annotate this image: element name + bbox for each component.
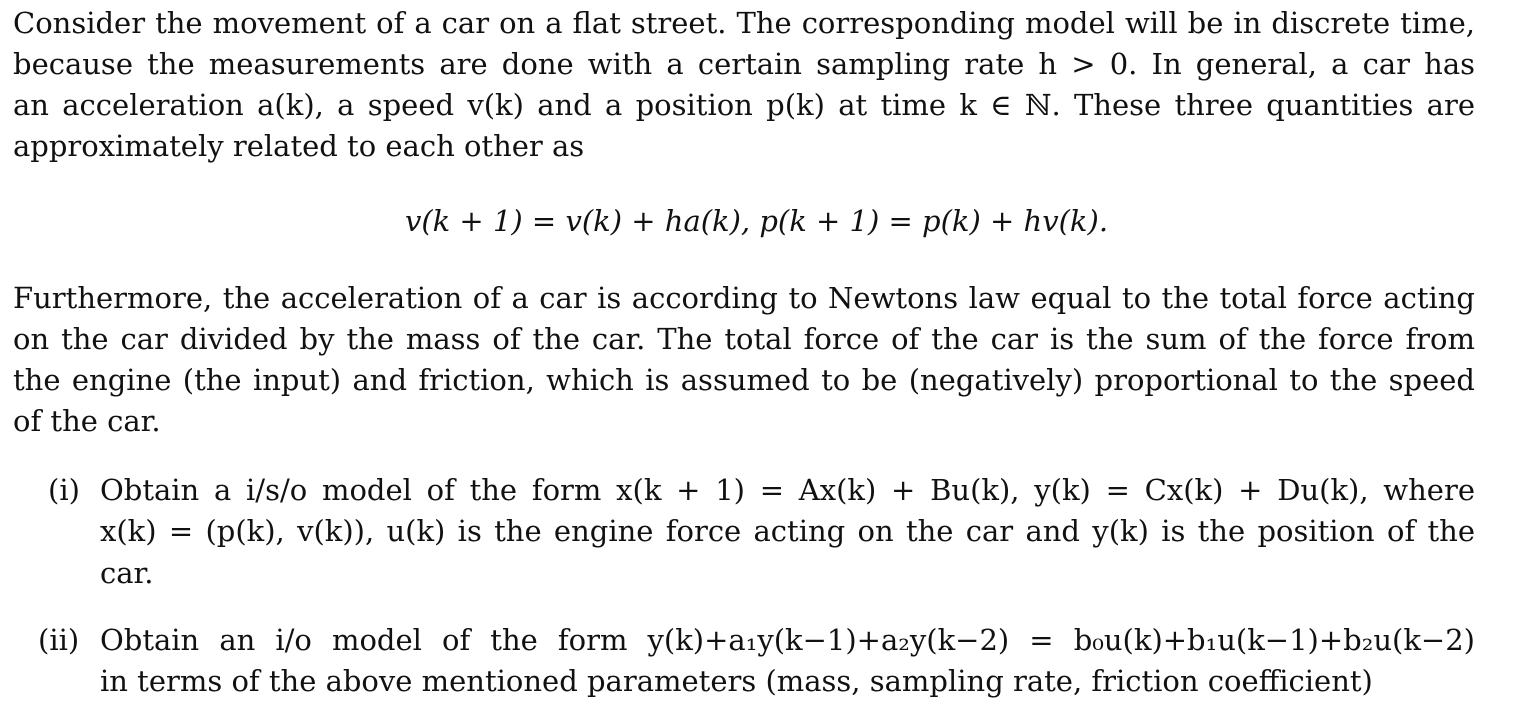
paragraph-2-line-1: Furthermore, the acceleration of a car is according to Newtons law equal to the total force acting (13, 281, 1475, 315)
paragraph-1-line-4: approximately related to each other as (13, 129, 585, 163)
item-i-line-2: x(k) = (p(k), v(k)), u(k) is the engine force acting on the car and y(k) is the position of the (100, 514, 1475, 548)
paragraph-1-line-2: because the measurements are done with a certain sampling rate h > 0. In general, a car has (13, 47, 1475, 81)
paragraph-1-line-3: an acceleration a(k), a speed v(k) and a position p(k) at time k ∈ ℕ. These three quantities are (13, 88, 1475, 122)
paragraph-2-line-3: the engine (the input) and friction, which is assumed to be (negatively) proportional to the speed (13, 363, 1475, 397)
paragraph-1-line-1: Consider the movement of a car on a flat street. The corresponding model will be in discrete time, (13, 6, 1475, 40)
item-i-label: (i) (48, 473, 80, 507)
display-equation: v(k + 1) = v(k) + ha(k), p(k + 1) = p(k) + hv(k). (404, 204, 1109, 238)
item-i-line-3: car. (100, 556, 154, 590)
item-ii-line-1: Obtain an i/o model of the form y(k)+a₁y(k−1)+a₂y(k−2) = b₀u(k)+b₁u(k−1)+b₂u(k−2) (100, 623, 1475, 657)
item-i-line-1: Obtain a i/s/o model of the form x(k + 1) = Ax(k) + Bu(k), y(k) = Cx(k) + Du(k), where (100, 473, 1475, 507)
paragraph-2-line-4: of the car. (13, 404, 161, 438)
item-ii-line-2: in terms of the above mentioned parameters (mass, sampling rate, friction coefficient) (100, 664, 1373, 698)
item-ii-label: (ii) (38, 623, 80, 657)
paragraph-2-line-2: on the car divided by the mass of the car. The total force of the car is the sum of the force from (13, 322, 1475, 356)
